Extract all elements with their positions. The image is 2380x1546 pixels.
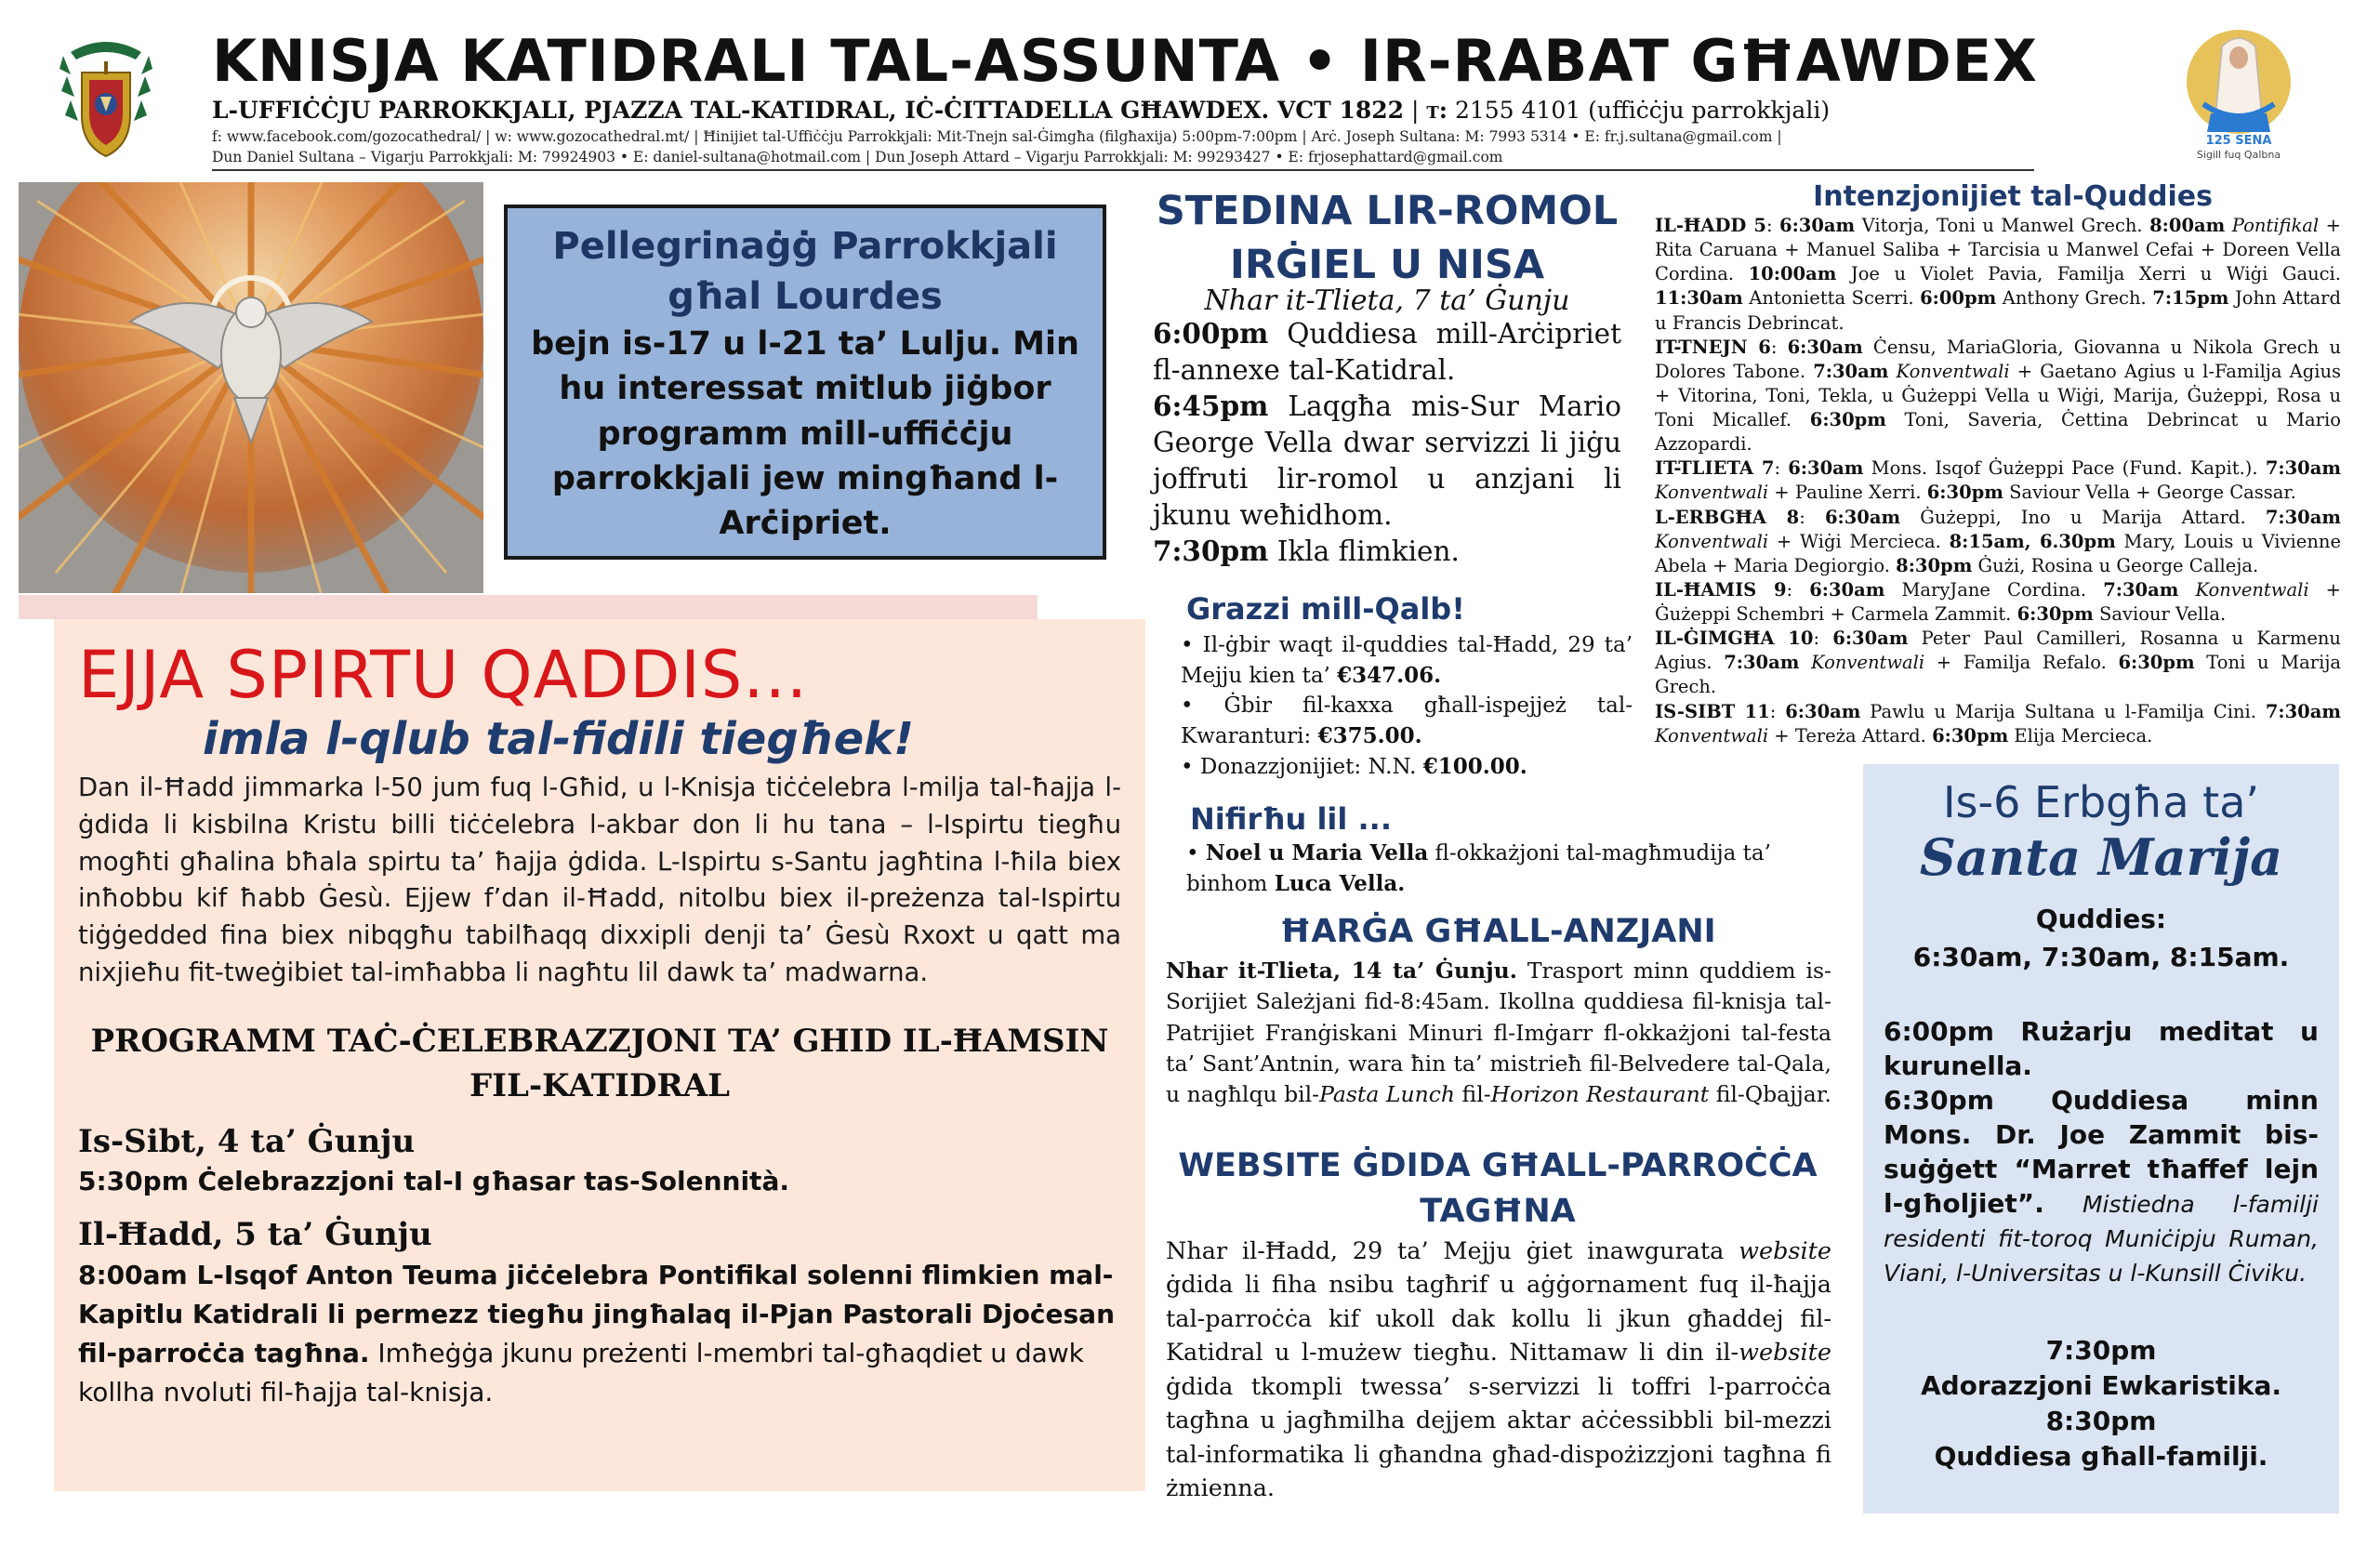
- phone-label: t:: [1426, 97, 1448, 124]
- website-body: Nhar il-Ħadd, 29 ta’ Mejju ġiet inawgurata website ġdida li fiha nsibu tagħrif u aġġornament fuq il-ħajja tal-parroċċa kif ukoll dak kollu li jkun għaddej fil-Katidral u l-mużew tiegħu. Nittamaw li din il-website ġdida tkompli twessa’ s-servizzi li toffri l-parroċċa tagħna u jagħmilha dejjem aktar aċċessibbli bil-mezzi tal-informatika li għandna għad-dispożizzjoni tagħna fi żmienna.: [1166, 1237, 1831, 1503]
- santa-marija-heading: Is-6 Erbgħa ta’: [1942, 777, 2259, 827]
- stedina-body: [1153, 316, 1621, 570]
- stedina-item: 6:00pm Quddiesa mill-Arċipriet fl-annexe tal-Katidral.: [1153, 317, 1621, 386]
- lourdes-body: bejn is-17 u l-21 ta’ Lulju. Min hu interessat mitlub jiġbor programm mill-uffiċċju parrokkjali jew mingħand l-Arċipriet.: [531, 325, 1079, 543]
- santa-quddies: Quddies: 6:30am, 7:30am, 8:15am.: [1912, 904, 2290, 972]
- website-title: WEBSITE ĠDIDA GĦALL-PARROĊĊA TAGĦNA: [1178, 1147, 1818, 1230]
- stedina-item: 6:45pm Laqgħa mis-Sur Mario George Vella dwar servizzi li jiġu joffruti lir-romol u anzjani li jkunu weħidhom.: [1153, 389, 1621, 531]
- nifirhu-text: • Noel u Maria Vella fl-okkażjoni tal-magħmudija ta’ binhom Luca Vella.: [1186, 840, 1771, 896]
- header-divider: [212, 169, 2034, 171]
- stedina-date: Nhar it-Tlieta, 7 ta’ Ġunju: [1204, 284, 1570, 317]
- stedina-title: STEDINA LIR-ROMOL IRĠIEL U NISA: [1156, 188, 1619, 289]
- contact-line-2: Dun Daniel Sultana – Vigarju Parrokkjali: M: 79924903 • E: daniel-sultana@hotmail.com | Dun Joseph Attard – Vigarju Parrokkjali: M: 99293427 • E: frjosephattard@gmail.com: [212, 149, 1503, 165]
- santa-events: [1884, 1015, 2319, 1290]
- logo-years: 125 SENA: [2205, 134, 2272, 148]
- header-address: L-UFFIĊĊJU PARROKKJALI, PJAZZA TAL-KATIDRAL, IĊ-ĊITTADELLA GĦAWDEX. VCT 1822 | t: 2155 4101 (uffiċċju parrokkjali): [212, 97, 1831, 124]
- intention-day-entry: IT-TLIETA 7: 6:30am Mons. Isqof Ġużeppi Pace (Fund. Kapit.). 7:30am Konventwali + Pauline Xerri. 6:30pm Saviour Vella + George Cassar.: [1655, 457, 2341, 504]
- nifirhu-title: Nifirħu lil ...: [1190, 801, 1392, 837]
- intenzjonijiet-list: [1655, 214, 2341, 748]
- address-text: L-UFFIĊĊJU PARROKKJALI, PJAZZA TAL-KATIDRAL, IĊ-ĊITTADELLA GĦAWDEX. VCT 1822: [212, 97, 1405, 124]
- holy-spirit-section: [54, 619, 1145, 1491]
- lourdes-pilgrimage-box: [504, 205, 1106, 560]
- santa-event: 6:00pm Rużarju meditat u kurunella.: [1884, 1016, 2319, 1082]
- spirit-title: EJJA SPIRTU QADDIS...: [78, 637, 809, 713]
- spirit-subtitle: imla l-qlub tal-fidili tiegħek!: [203, 713, 914, 765]
- intention-day-entry: IL-ĦAMIS 9: 6:30am MaryJane Cordina. 7:30am Konventwali + Ġużeppi Schembri + Carmela Zammit. 6:30pm Saviour Vella.: [1655, 578, 2341, 625]
- list-item: • Il-ġbir waqt il-quddies tal-Ħadd, 29 ta’ Mejju kien ta’ €347.06.: [1181, 633, 1633, 688]
- program-saturday-text: 5:30pm Ċelebrazzjoni tal-I għasar tas-Solennità.: [78, 1166, 789, 1197]
- decorative-band: [19, 595, 1038, 619]
- logo-caption: Sigill fuq Qalbna: [2196, 149, 2281, 161]
- santa-evening: 7:30pm Adorazzjoni Ewkaristika. 8:30pm Quddiesa għall-familji.: [1920, 1335, 2282, 1473]
- intention-day-entry: IL-ĦADD 5: 6:30am Vitorja, Toni u Manwel Grech. 8:00am Pontifikal + Rita Caruana + Manuel Saliba + Tarcisia u Manwel Cefai + Doreen Vella Cordina. 10:00am Joe u Violet Pavia, Familja Xerri u Wiġi Gauci. 11:30am Antonietta Scerri. 6:00pm Anthony Grech. 7:15pm John Attard u Francis Debrincat.: [1655, 215, 2341, 334]
- phone-number: 2155 4101 (uffiċċju parrokkjali): [1454, 97, 1831, 124]
- diocese-crest-logo: [58, 35, 154, 164]
- spirit-body: Dan il-Ħadd jimmarka l-50 jum fuq l-Għid, u l-Knisja tiċċelebra l-milja tal-ħajja l-ġdida li kisbilna Kristu billi tiċċelebra l-akbar don li hu tana – l-Ispirtu tiegħu mogħti għalina bħala spirtu ta’ ħajja ġdida. L-Ispirtu s-Santu jagħtina l-ħila biex inħobbu kif ħabb Ġesù. Ejjew f’dan il-Ħadd, nitolbu biex il-preżenza tal-Ispirtu tiġġedded fina biex nibqgħu tabilħaqq dixxipli denji ta’ Ġesù Rxoxt u qatt ma nixjieħu fit-tweġibiet tal-imħabba li nagħtu lil dawk ta’ madwarna.: [78, 772, 1121, 988]
- grazzi-title: Grazzi mill-Qalb!: [1186, 591, 1465, 627]
- intention-day-entry: IT-TNEJN 6: 6:30am Ċensu, MariaGloria, Giovanna u Nikola Grech u Dolores Tabone. 7:30am Konventwali + Gaetano Agius u l-Familja Agius + Vitorina, Toni, Tekla, u Ġużeppi Vella u Wiġi, Marija, Ġużeppi, Rosa u Toni Micallef. 6:30pm Toni, Saveria, Ċettina Debrincat u Mario Azzopardi.: [1655, 336, 2342, 456]
- contact-line-1: f: www.facebook.com/gozocathedral/ | w: www.gozocathedral.mt/ | Ħinijiet tal-Uffiċċju Parrokkjali: Mit-Tnejn sal-Ġimgħa (filgħaxija) 5:00pm-7:00pm | Arċ. Joseph Sultana: M: 7993 5314 • E: fr.j.sultana@gmail.com |: [212, 128, 1782, 145]
- intention-day-entry: IS-SIBT 11: 6:30am Pawlu u Marija Sultana u l-Familja Cini. 7:30am Konventwali + Tereża Attard. 6:30pm Elija Mercieca.: [1655, 700, 2341, 747]
- intention-day-entry: L-ERBGĦA 8: 6:30am Ġużeppi, Ino u Marija Attard. 7:30am Konventwali + Wiġi Mercieca. 8:15am, 6.30pm Mary, Louis u Vivienne Abela + Maria Degiorgio. 8:30pm Ġużi, Rosina u George Calleja.: [1655, 506, 2341, 576]
- list-item: • Donazzjonijiet: N.N. €100.00.: [1181, 753, 1527, 779]
- grazzi-list: [1181, 630, 1633, 782]
- lourdes-title: Pellegrinaġġ Parrokkjali għal Lourdes: [552, 225, 1058, 318]
- holy-spirit-dove-image: [19, 182, 483, 593]
- santa-marija-title: Santa Marija: [1919, 827, 2283, 888]
- program-day-sunday: Il-Ħadd, 5 ta’ Ġunju: [78, 1216, 432, 1254]
- harga-title: ĦARĠA GĦALL-ANZJANI: [1279, 913, 1716, 950]
- intention-day-entry: IL-ĠIMGĦA 10: 6:30am Peter Paul Camilleri, Rosanna u Karmenu Agius. 7:30am Konventwali + Familja Refalo. 6:30pm Toni u Marija Grech.: [1655, 628, 2341, 698]
- program-day-saturday: Is-Sibt, 4 ta’ Ġunju: [78, 1123, 416, 1161]
- program-heading: PROGRAMM TAĊ-ĊELEBRAZZJONI TA’ GHID IL-ĦAMSIN FIL-KATIDRAL: [90, 1023, 1109, 1104]
- intenzjonijiet-title: Intenzjonijiet tal-Quddies: [1813, 180, 2213, 213]
- santa-event: 6:30pm Quddiesa minn Mons. Dr. Joe Zammit bis-suġġett “Marret tħaffef lejn l-għoljiet”. Mistiedna l-familji residenti fit-toroq Muniċipju Ruman, Viani, l-Universitas u l-Kunsill Ċiviku.: [1884, 1085, 2319, 1288]
- list-item: • Ġbir fil-kaxxa għall-ispejjeż tal-Kwaranturi: €375.00.: [1181, 694, 1633, 748]
- header-title: KNISJA KATIDRALI TAL-ASSUNTA • IR-RABAT GĦAWDEX: [212, 27, 2038, 95]
- anniversary-logo: [2174, 24, 2304, 173]
- santa-marija-box: [1863, 764, 2339, 1513]
- stedina-item: 7:30pm Ikla flimkien.: [1153, 534, 1460, 567]
- harga-body: Nhar it-Tlieta, 14 ta’ Ġunju. Trasport minn quddiem is-Sorijiet Sależjani fid-8:45am. Ikollna quddiesa fil-knisja tal-Patrijiet Franġiskani Minuri fl-Imġarr fl-okkażjoni tal-festa ta’ Sant’Antnin, wara ħin ta’ mistrieħ fil-Belvedere tal-Qala, u nagħlqu bil-Pasta Lunch fil-Horizon Restaurant fil-Qbajjar.: [1166, 958, 1831, 1108]
- program-sunday-text: 8:00am L-Isqof Anton Teuma jiċċelebra Pontifikal solenni flimkien mal-Kapitlu Katidrali li permezz tiegħu jingħalaq il-Pjan Pastorali Djoċesan fil-parroċċa tagħna. Imħeġġa jkunu preżenti l-membri tal-għaqdiet u dawk kollha nvoluti fil-ħajja tal-knisja.: [78, 1259, 1116, 1407]
